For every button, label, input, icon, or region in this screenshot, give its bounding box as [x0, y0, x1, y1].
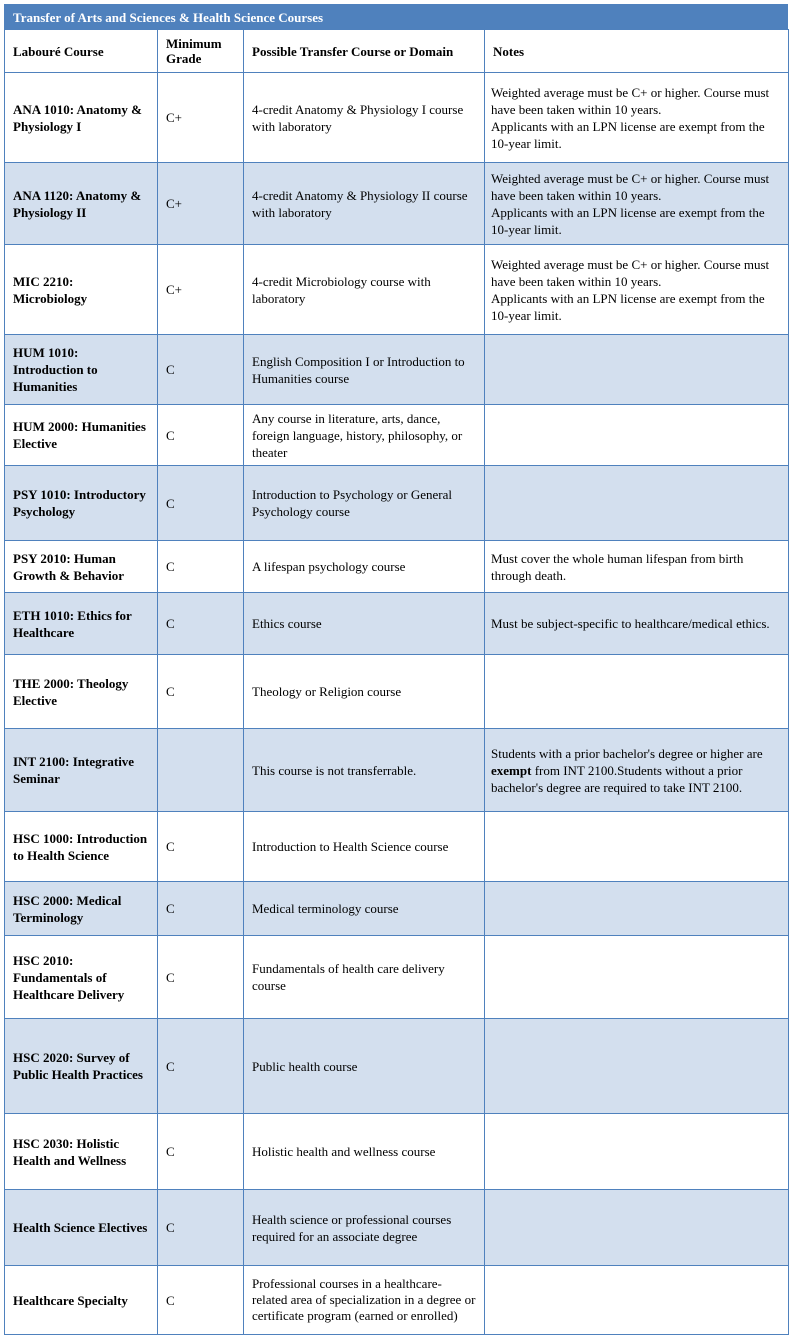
notes-emphasis: exempt [491, 762, 532, 778]
grade-cell: C [158, 882, 244, 936]
table-row [5, 1019, 789, 1114]
table-row [5, 1266, 789, 1335]
grade-cell: C [158, 593, 244, 655]
table-row [5, 812, 789, 882]
grade-cell: C+ [158, 245, 244, 335]
notes-cell [485, 729, 789, 812]
course-cell: Health Science Electives [5, 1190, 158, 1266]
course-cell: Healthcare Specialty [5, 1266, 158, 1335]
table-row [5, 882, 789, 936]
transfer-document [4, 4, 788, 1335]
course-cell: MIC 2210: Microbiology [5, 245, 158, 335]
table-row [5, 163, 789, 245]
transfer-cell: Ethics course [244, 593, 485, 655]
notes-cell [485, 73, 789, 163]
table-row [5, 593, 789, 655]
course-cell: HUM 1010: Introduction to Humanities [5, 335, 158, 405]
notes-cell [485, 812, 789, 882]
course-cell: INT 2100: Integrative Seminar [5, 729, 158, 812]
grade-cell: C [158, 812, 244, 882]
notes-cell [485, 655, 789, 729]
grade-cell: C [158, 1019, 244, 1114]
header-course: Labouré Course [5, 30, 158, 73]
transfer-cell: Fundamentals of health care delivery course [244, 936, 485, 1019]
table-row [5, 466, 789, 541]
notes-text-2: from INT 2100.Students without a prior bachelor's degree are required to take INT 2100. [491, 762, 743, 795]
header-row [5, 30, 789, 73]
notes-cell [485, 466, 789, 541]
notes-cell: Must be subject-specific to healthcare/medical ethics. [485, 593, 789, 655]
grade-cell: C [158, 936, 244, 1019]
grade-cell: C [158, 1190, 244, 1266]
notes-cell [485, 245, 789, 335]
transfer-table [4, 29, 789, 1335]
notes-text: Weighted average must be C+ or higher. Course must have been taken within 10 years. [491, 170, 770, 203]
course-cell: ETH 1010: Ethics for Healthcare [5, 593, 158, 655]
grade-cell: C [158, 655, 244, 729]
grade-cell: C+ [158, 163, 244, 245]
course-cell: PSY 2010: Human Growth & Behavior [5, 541, 158, 593]
notes-cell [485, 405, 789, 466]
notes-cell [485, 1114, 789, 1190]
grade-cell [158, 729, 244, 812]
transfer-cell: Holistic health and wellness course [244, 1114, 485, 1190]
notes-text-2: Applicants with an LPN license are exempt from the 10-year limit. [491, 290, 765, 323]
notes-text: Weighted average must be C+ or higher. Course must have been taken within 10 years. [491, 84, 770, 117]
course-cell: HSC 2010: Fundamentals of Healthcare Delivery [5, 936, 158, 1019]
notes-text: Students with a prior bachelor's degree or higher are [491, 745, 763, 761]
table-row [5, 541, 789, 593]
transfer-cell: A lifespan psychology course [244, 541, 485, 593]
notes-text-2: Applicants with an LPN license are exempt from the 10-year limit. [491, 204, 765, 237]
transfer-cell: English Composition I or Introduction to Humanities course [244, 335, 485, 405]
transfer-cell: Professional courses in a healthcare-related area of specialization in a degree or certificate program (earned or enrolled) [244, 1266, 485, 1335]
header-transfer: Possible Transfer Course or Domain [244, 30, 485, 73]
notes-cell: Must cover the whole human lifespan from birth through death. [485, 541, 789, 593]
course-cell: HSC 2020: Survey of Public Health Practices [5, 1019, 158, 1114]
notes-cell [485, 163, 789, 245]
transfer-cell: Public health course [244, 1019, 485, 1114]
transfer-cell: Introduction to Health Science course [244, 812, 485, 882]
header-grade: Minimum Grade [158, 30, 244, 73]
transfer-cell: Medical terminology course [244, 882, 485, 936]
table-row [5, 729, 789, 812]
header-notes: Notes [485, 30, 789, 73]
grade-cell: C [158, 335, 244, 405]
course-cell: HSC 2000: Medical Terminology [5, 882, 158, 936]
transfer-cell: Introduction to Psychology or General Psychology course [244, 466, 485, 541]
transfer-cell: 4-credit Anatomy & Physiology I course with laboratory [244, 73, 485, 163]
notes-cell [485, 936, 789, 1019]
grade-cell: C [158, 1114, 244, 1190]
course-cell: ANA 1010: Anatomy & Physiology I [5, 73, 158, 163]
transfer-cell: Health science or professional courses required for an associate degree [244, 1190, 485, 1266]
table-row [5, 936, 789, 1019]
table-row [5, 245, 789, 335]
table-row [5, 73, 789, 163]
grade-cell: C [158, 541, 244, 593]
notes-text: Weighted average must be C+ or higher. Course must have been taken within 10 years. [491, 256, 770, 289]
table-title: Transfer of Arts and Sciences & Health Science Courses [4, 4, 788, 29]
grade-cell: C [158, 466, 244, 541]
grade-cell: C [158, 405, 244, 466]
transfer-cell: 4-credit Anatomy & Physiology II course with laboratory [244, 163, 485, 245]
course-cell: THE 2000: Theology Elective [5, 655, 158, 729]
grade-cell: C [158, 1266, 244, 1335]
course-cell: ANA 1120: Anatomy & Physiology II [5, 163, 158, 245]
transfer-cell: Any course in literature, arts, dance, foreign language, history, philosophy, or theater [244, 405, 485, 466]
transfer-cell: This course is not transferrable. [244, 729, 485, 812]
notes-text-2: Applicants with an LPN license are exempt from the 10-year limit. [491, 118, 765, 151]
notes-cell [485, 335, 789, 405]
table-row [5, 1114, 789, 1190]
grade-cell: C+ [158, 73, 244, 163]
course-cell: HUM 2000: Humanities Elective [5, 405, 158, 466]
table-row [5, 335, 789, 405]
table-row [5, 655, 789, 729]
notes-cell [485, 1190, 789, 1266]
transfer-cell: Theology or Religion course [244, 655, 485, 729]
transfer-cell: 4-credit Microbiology course with laboratory [244, 245, 485, 335]
table-row [5, 405, 789, 466]
course-cell: HSC 1000: Introduction to Health Science [5, 812, 158, 882]
notes-cell [485, 1019, 789, 1114]
course-cell: HSC 2030: Holistic Health and Wellness [5, 1114, 158, 1190]
course-cell: PSY 1010: Introductory Psychology [5, 466, 158, 541]
table-row [5, 1190, 789, 1266]
notes-cell [485, 1266, 789, 1335]
notes-cell [485, 882, 789, 936]
